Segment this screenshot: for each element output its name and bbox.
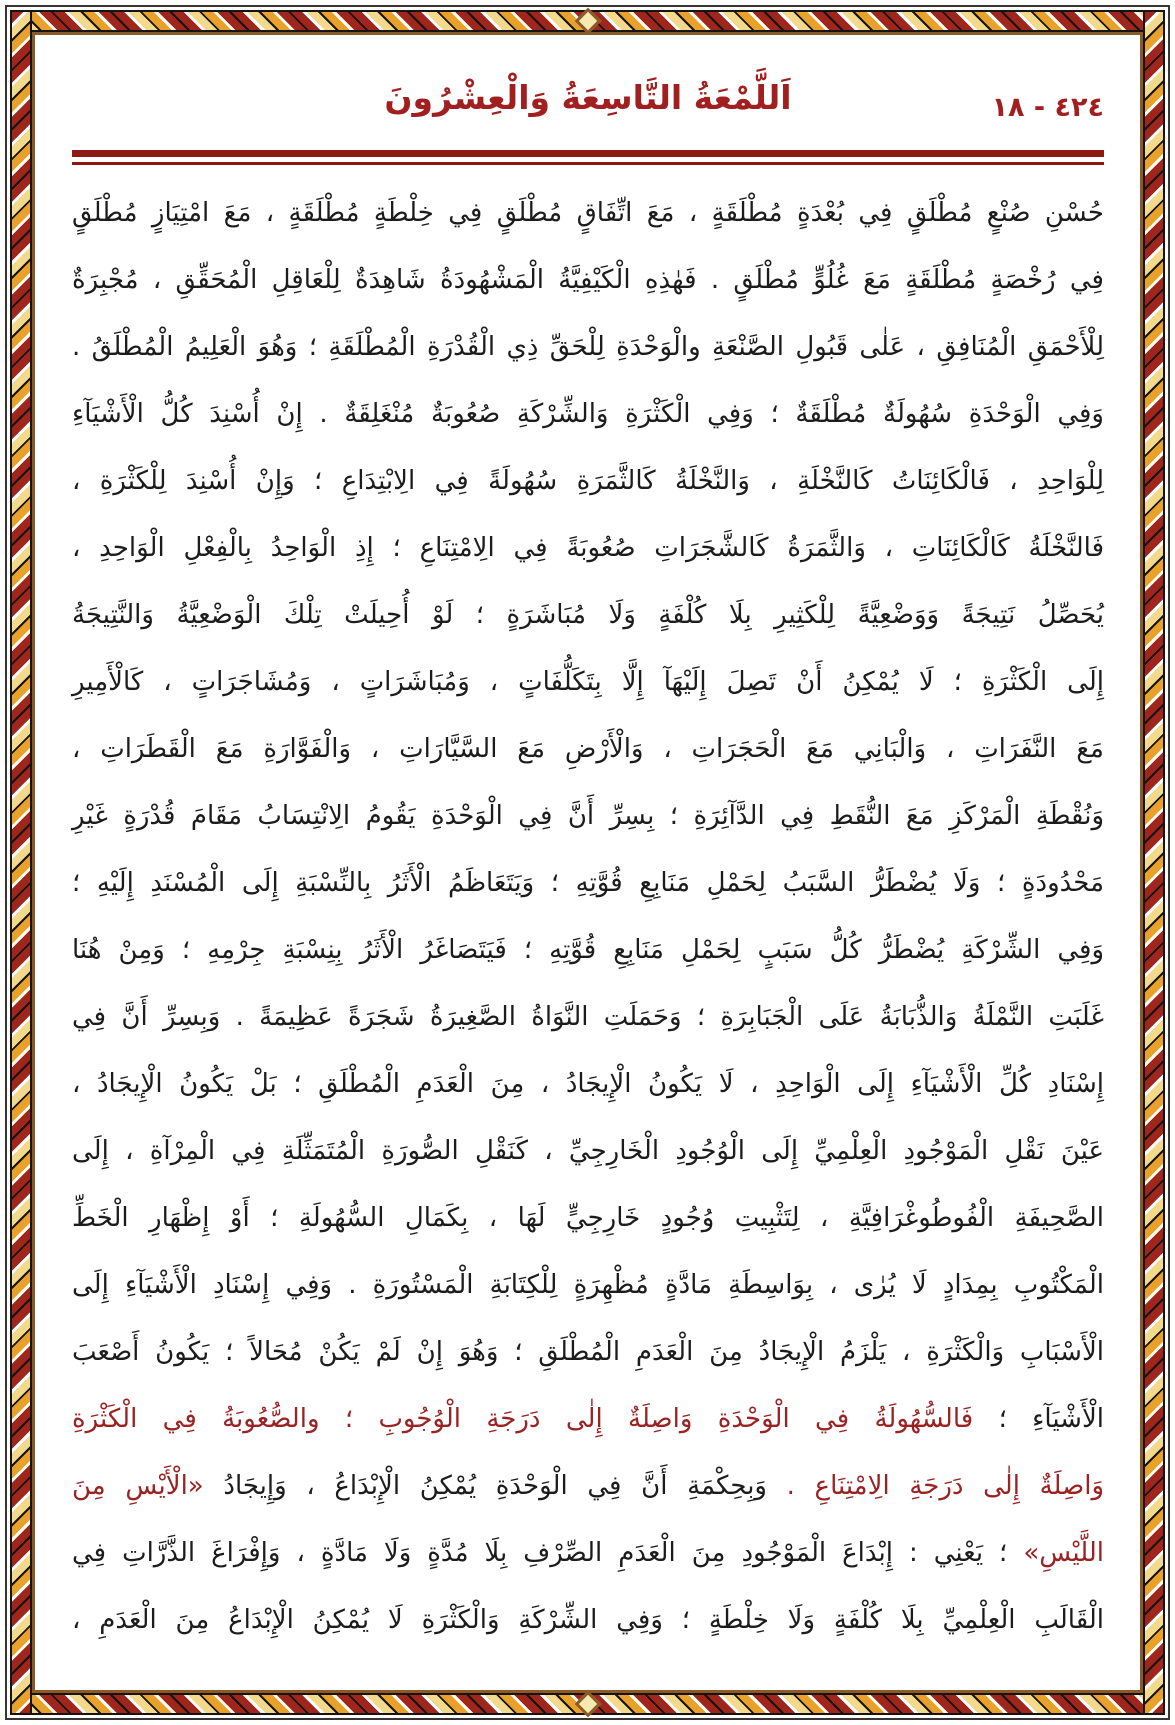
text-line <box>72 917 1104 984</box>
border-bottom-ornament <box>10 1693 1165 1715</box>
page-header <box>72 66 1104 146</box>
text-segment: فَالنَّخْلَةُ كَالْكَائِنَاتِ ، وَالثَّمَرَةُ كَالشَّجَرَاتِ صُعُوبَةً فِي الِامْتِنَاعِ ؛ إِذِ الْوَاحِدُ بِالْفِعْلِ الْوَاحِدِ ، <box>72 533 1104 563</box>
text-segment: لِلْأَحْمَقِ الْمُنَافِقِ ، عَلٰى قَبُولِ الصَّنْعَةِ والْوَحْدَةِ لِلْحَقِّ ذِي الْقُدْرَةِ الْمُطْلَقَةِ ؛ وَهُوَ الْعَلِيمُ الْمُطْلَقُ . <box>72 332 1104 362</box>
text-line <box>72 180 1104 247</box>
text-segment: وَاصِلَةٌ إِلٰى دَرَجَةِ الِامْتِنَاعِ . <box>766 1471 1104 1501</box>
text-segment: فِي رُخْصَةٍ مُطْلَقَةٍ مَعَ غُلُوٍّ مُطْلَقٍ . فَهٰذِهِ الْكَيْفِيَّةُ الْمَشْهُودَةُ شَاهِدَةٌ لِلْعَاقِلِ الْمُحَقِّقِ ، مُجْبِرَةٌ <box>72 265 1104 295</box>
text-line <box>72 716 1104 783</box>
text-line <box>72 1118 1104 1185</box>
text-line <box>72 1319 1104 1386</box>
text-segment: الصَّحِيفَةِ الْفُوطُوغْرَافِيَّةِ ، لِتَثْبِيتِ وُجُودٍ خَارِجِيٍّ لَهَا ، بِكَمَالِ السُّهُولَةِ ؛ أَوْ إِظْهَارِ الْخَطِّ <box>72 1203 1104 1233</box>
text-segment: حُسْنِ صُنْعٍ مُطْلَقٍ فِي بُعْدَةٍ مُطْلَقَةٍ ، مَعَ اتِّفَاقٍ مُطْلَقٍ فِي خِلْطَةٍ مُطْلَقَةٍ ، مَعَ امْتِيَازٍ مُطْلَقٍ <box>72 198 1104 228</box>
text-line <box>72 1520 1104 1587</box>
header-rule-thick <box>72 150 1104 157</box>
text-segment: اللَّيْسِ» <box>1007 1538 1104 1568</box>
text-line <box>72 783 1104 850</box>
border-right-ornament <box>1143 10 1165 1715</box>
page-number: ٤٢٤ - ١٨ <box>991 92 1104 123</box>
text-segment: وَبِحِكْمَةِ أَنَّ فِي الْوَحْدَةِ يُمْكِنُ الْإِبْدَاعُ ، وَإِيجَادُ <box>203 1471 767 1501</box>
text-segment: مَحْدُودَةٍ ؛ وَلَا يُضْطَرُّ السَّبَبُ لِحَمْلِ مَنَابِعِ قُوَّتِهِ ؛ وَيَتَعَاظَمُ الْأَثَرُ بِالنِّسْبَةِ إِلَى الْمُسْنَدِ إِلَيْهِ ؛ <box>72 868 1104 898</box>
border-medallion-bottom <box>574 1691 601 1718</box>
text-line <box>72 1051 1104 1118</box>
text-segment: ؛ يَعْنِي : إِبْدَاعَ الْمَوْجُودِ مِنَ الْعَدَمِ الصِّرْفِ بِلَا مُدَّةٍ وَلَا مَادَّةٍ ، وَإِفْرَاغَ الذَّرَّاتِ فِي <box>72 1538 1008 1568</box>
text-line <box>72 515 1104 582</box>
header-rule-thin <box>72 162 1104 165</box>
text-line <box>72 1252 1104 1319</box>
text-segment: الْأَشْيَآءِ ؛ <box>973 1404 1105 1434</box>
text-line <box>72 448 1104 515</box>
text-line <box>72 649 1104 716</box>
text-segment: مَعَ النَّفَرَاتِ ، وَالْبَانِي مَعَ الْحَجَرَاتِ ، وَالْأَرْضِ مَعَ السَّيَّارَاتِ ، وَالْفَوَّارَةِ مَعَ الْقَطَرَاتِ ، <box>72 734 1104 764</box>
text-segment: وَفِي الشِّرْكَةِ يُضْطَرُّ كُلُّ سَبَبٍ لِحَمْلِ مَنَابِعِ قُوَّتِهِ ؛ فَيَتَصَاغَرُ الْأَثَرُ بِنِسْبَةِ جِرْمِهِ ؛ وَمِنْ هُنَا <box>72 935 1104 965</box>
text-line <box>72 381 1104 448</box>
text-line <box>72 582 1104 649</box>
text-segment: الْأَسْبَابِ وَالْكَثْرَةِ ، يَلْزَمُ الْإِيجَادُ مِنَ الْعَدَمِ الْمُطْلَقِ ؛ وَهُوَ إِنْ لَمْ يَكُنْ مُحَالاً ؛ يَكُونُ أَصْعَبَ <box>72 1337 1104 1367</box>
text-segment: عَيْنَ نَقْلِ الْمَوْجُودِ الْعِلْمِيِّ إِلَى الْوُجُودِ الْخَارِجِيِّ ، كَنَقْلِ الصُّورَةِ الْمُتَمَثِّلَةِ فِي الْمِرْآةِ ، إِلَى <box>72 1136 1104 1166</box>
border-top-ornament <box>10 10 1165 32</box>
text-line <box>72 247 1104 314</box>
text-segment: «الْأَيْسِ مِنَ <box>72 1471 204 1501</box>
text-line <box>72 314 1104 381</box>
text-line <box>72 1453 1104 1520</box>
text-segment: يُحَصِّلُ نَتِيجَةً وَوَضْعِيَّةً لِلْكَثِيرِ بِلَا كُلْفَةٍ وَلَا مُبَاشَرَةٍ ؛ لَوْ أُحِيلَتْ تِلْكَ الْوَضْعِيَّةُ وَالنَّتِيجَةُ <box>72 600 1104 630</box>
text-segment: الْقَالَبِ الْعِلْمِيِّ بِلَا كُلْفَةٍ وَلَا خِلْطَةٍ ؛ وَفِي الشِّرْكَةِ وَالْكَثْرَةِ لَا يُمْكِنُ الْإِبْدَاعُ مِنَ الْعَدَمِ ، <box>72 1605 1104 1635</box>
text-line <box>72 850 1104 917</box>
text-line <box>72 1386 1104 1453</box>
text-line <box>72 984 1104 1051</box>
border-left-ornament <box>10 10 32 1715</box>
page-title: اَللَّمْعَةُ التَّاسِعَةُ وَالْعِشْرُونَ <box>384 78 792 117</box>
text-segment: غَلَبَتِ النَّمْلَةُ وَالذُّبَابَةُ عَلَى الْجَبَابِرَةِ ؛ وَحَمَلَتِ النَّوَاةُ الصَّغِيرَةُ شَجَرَةً عَظِيمَةً . وَبِسِرِّ أَنَّ فِي <box>72 1002 1104 1032</box>
text-segment: لِلْوَاحِدِ ، فَالْكَائِنَاتُ كَالنَّخْلَةِ ، وَالنَّخْلَةُ كَالثَّمَرَةِ سُهُولَةً فِي الِابْتِدَاعِ ؛ وَإِنْ أُسْنِدَ لِلْكَثْرَةِ ، <box>72 466 1104 496</box>
border-medallion-top <box>574 8 601 35</box>
text-line <box>72 1185 1104 1252</box>
text-line <box>72 1587 1104 1654</box>
text-segment: الْمَكْتُوبِ بِمِدَادٍ لَا يُرٰى ، بِوَاسِطَةِ مَادَّةٍ مُظْهِرَةٍ لِلْكِتَابَةِ الْمَسْتُورَةِ . وَفِي إِسْنَادِ الْأَشْيَآءِ إِلَى <box>72 1270 1104 1300</box>
body-text <box>72 180 1104 1654</box>
text-segment: إِلَى الْكَثْرَةِ ؛ لَا يُمْكِنُ أَنْ تَصِلَ إِلَيْهَآ إِلَّا بِتَكَلُّفَاتٍ ، وَمُبَاشَرَاتٍ ، وَمُشَاجَرَاتٍ ، كَالْأَمِيرِ <box>72 667 1104 697</box>
text-segment: وَفِي الْوَحْدَةِ سُهُولَةٌ مُطْلَقَةٌ ؛ وَفِي الْكَثْرَةِ وَالشِّرْكَةِ صُعُوبَةٌ مُنْغَلِقَةٌ . إِنْ أُسْنِدَ كُلُّ الْأَشْيَآءِ <box>72 399 1104 429</box>
text-segment: إِسْنَادِ كُلِّ الْأَشْيَآءِ إِلَى الْوَاحِدِ ، لَا يَكُونُ الْإِيجَادُ ، مِنَ الْعَدَمِ الْمُطْلَقِ ؛ بَلْ يَكُونُ الْإِيجَادُ ، <box>72 1069 1104 1099</box>
text-segment: وَنُقْطَةِ الْمَرْكَزِ مَعَ النُّقَطِ فِي الدَّآئِرَةِ ؛ بِسِرِّ أَنَّ فِي الْوَحْدَةِ يَقُومُ الِانْتِسَابُ مَقَامَ قُدْرَةٍ غَيْرِ <box>72 801 1104 831</box>
text-segment: فَالسُّهُولَةُ فِي الْوَحْدَةِ وَاصِلَةٌ إِلٰى دَرَجَةِ الْوُجُوبِ ؛ والصُّعُوبَةُ فِي الْكَثْرَةِ <box>72 1404 974 1434</box>
